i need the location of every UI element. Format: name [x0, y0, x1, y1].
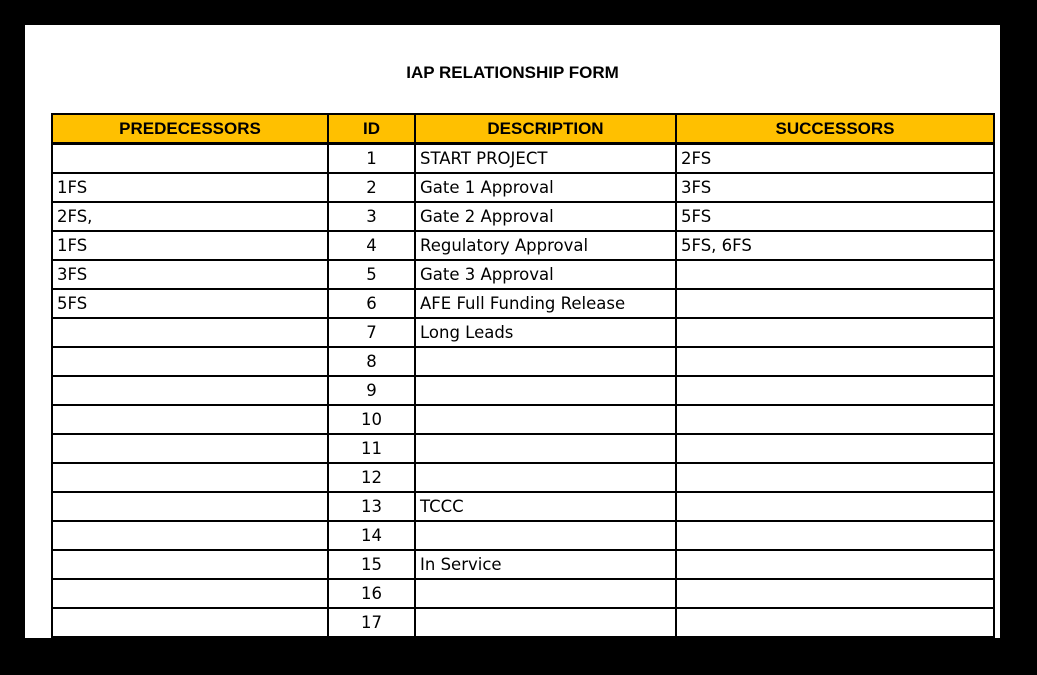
cell-description[interactable]: [415, 347, 676, 376]
cell-predecessors[interactable]: [52, 521, 328, 550]
cell-description[interactable]: START PROJECT: [415, 144, 676, 174]
table-row: [52, 492, 994, 521]
table-row: [52, 289, 994, 318]
form-title: IAP RELATIONSHIP FORM: [406, 63, 619, 82]
cell-successors[interactable]: [676, 376, 994, 405]
cell-description[interactable]: [415, 637, 676, 638]
cell-predecessors[interactable]: 2FS,: [52, 202, 328, 231]
cell-predecessors[interactable]: [52, 637, 328, 638]
cell-predecessors[interactable]: [52, 376, 328, 405]
cell-description[interactable]: TCCC: [415, 492, 676, 521]
cell-successors[interactable]: 3FS: [676, 173, 994, 202]
table-row: [52, 579, 994, 608]
cell-successors[interactable]: [676, 405, 994, 434]
cell-id[interactable]: 9: [328, 376, 415, 405]
table-row: [52, 521, 994, 550]
cell-description[interactable]: Gate 2 Approval: [415, 202, 676, 231]
cell-description[interactable]: [415, 405, 676, 434]
cell-predecessors[interactable]: [52, 405, 328, 434]
cell-id[interactable]: 12: [328, 463, 415, 492]
header-row: [52, 114, 994, 144]
cell-successors[interactable]: [676, 579, 994, 608]
cell-successors[interactable]: 5FS, 6FS: [676, 231, 994, 260]
cell-description[interactable]: Gate 1 Approval: [415, 173, 676, 202]
relationship-table: [51, 113, 995, 638]
cell-description[interactable]: Gate 3 Approval: [415, 260, 676, 289]
header-successors: SUCCESSORS: [676, 114, 994, 144]
cell-successors[interactable]: [676, 637, 994, 638]
table-row: [52, 347, 994, 376]
cell-id[interactable]: 13: [328, 492, 415, 521]
cell-successors[interactable]: [676, 492, 994, 521]
table-row: [52, 550, 994, 579]
cell-id[interactable]: 4: [328, 231, 415, 260]
cell-id[interactable]: 1: [328, 144, 415, 174]
cell-id[interactable]: 16: [328, 579, 415, 608]
cell-predecessors[interactable]: [52, 347, 328, 376]
cell-description[interactable]: [415, 376, 676, 405]
cell-successors[interactable]: [676, 463, 994, 492]
table-row: [52, 260, 994, 289]
cell-id[interactable]: 17: [328, 608, 415, 637]
cell-id[interactable]: 2: [328, 173, 415, 202]
table-row: [52, 231, 994, 260]
cell-predecessors[interactable]: [52, 434, 328, 463]
cell-successors[interactable]: [676, 608, 994, 637]
cell-predecessors[interactable]: 1FS: [52, 173, 328, 202]
cell-predecessors[interactable]: 5FS: [52, 289, 328, 318]
cell-predecessors[interactable]: [52, 550, 328, 579]
cell-successors[interactable]: 5FS: [676, 202, 994, 231]
cell-description[interactable]: Regulatory Approval: [415, 231, 676, 260]
cell-successors[interactable]: [676, 289, 994, 318]
cell-predecessors[interactable]: [52, 463, 328, 492]
cell-successors[interactable]: [676, 550, 994, 579]
cell-id[interactable]: 14: [328, 521, 415, 550]
form-sheet: [25, 25, 1000, 638]
cell-id[interactable]: 15: [328, 550, 415, 579]
cell-successors[interactable]: [676, 318, 994, 347]
cell-id[interactable]: 5: [328, 260, 415, 289]
header-id: ID: [328, 114, 415, 144]
table-row: [52, 463, 994, 492]
cell-description[interactable]: AFE Full Funding Release: [415, 289, 676, 318]
cell-predecessors[interactable]: 1FS: [52, 231, 328, 260]
table-row: [52, 405, 994, 434]
cell-predecessors[interactable]: [52, 608, 328, 637]
cell-predecessors[interactable]: [52, 144, 328, 174]
cell-successors[interactable]: [676, 434, 994, 463]
cell-description[interactable]: [415, 521, 676, 550]
table-row: [52, 608, 994, 637]
table-row: [52, 376, 994, 405]
cell-successors[interactable]: [676, 347, 994, 376]
cell-predecessors[interactable]: [52, 318, 328, 347]
header-description: DESCRIPTION: [415, 114, 676, 144]
table-row: [52, 173, 994, 202]
table-row: [52, 637, 994, 638]
cell-description[interactable]: In Service: [415, 550, 676, 579]
cell-successors[interactable]: [676, 521, 994, 550]
cell-description[interactable]: [415, 579, 676, 608]
table-row: [52, 434, 994, 463]
cell-description[interactable]: [415, 608, 676, 637]
cell-id[interactable]: 3: [328, 202, 415, 231]
cell-description[interactable]: Long Leads: [415, 318, 676, 347]
header-predecessors: PREDECESSORS: [52, 114, 328, 144]
cell-id[interactable]: 8: [328, 347, 415, 376]
cell-successors[interactable]: [676, 260, 994, 289]
cell-predecessors[interactable]: [52, 579, 328, 608]
cell-predecessors[interactable]: [52, 492, 328, 521]
table-row: [52, 318, 994, 347]
table-row: [52, 144, 994, 174]
cell-predecessors[interactable]: 3FS: [52, 260, 328, 289]
cell-successors[interactable]: 2FS: [676, 144, 994, 174]
cell-id[interactable]: 7: [328, 318, 415, 347]
cell-description[interactable]: [415, 463, 676, 492]
cell-description[interactable]: [415, 434, 676, 463]
cell-id[interactable]: 6: [328, 289, 415, 318]
table-row: [52, 202, 994, 231]
cell-id[interactable]: 10: [328, 405, 415, 434]
cell-id[interactable]: 11: [328, 434, 415, 463]
cell-id[interactable]: [328, 637, 415, 638]
